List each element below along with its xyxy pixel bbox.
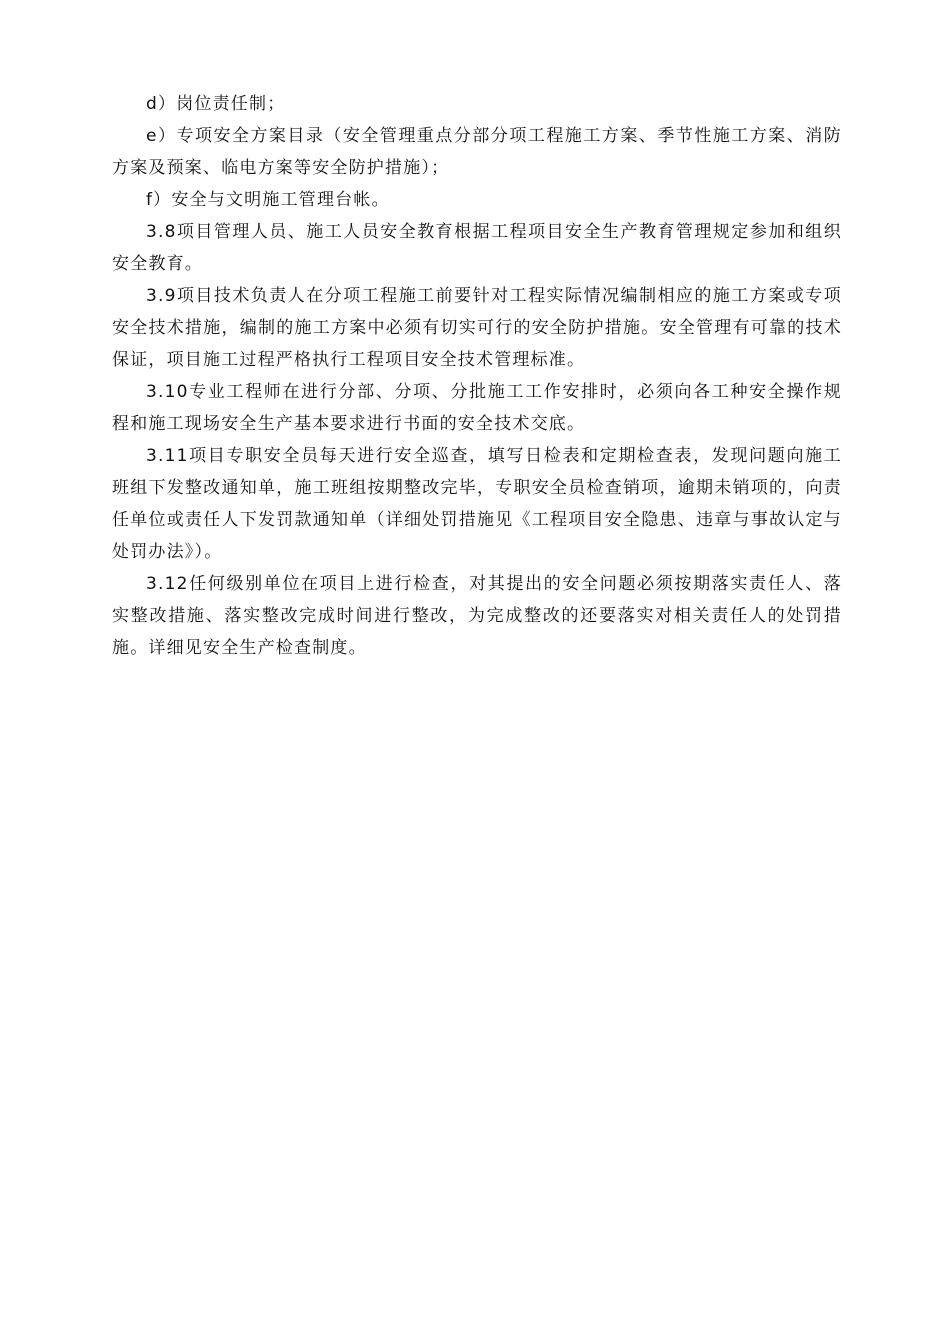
document-body [112, 88, 842, 664]
paragraph-3-9: 3.9项目技术负责人在分项工程施工前要针对工程实际情况编制相应的施工方案或专项安全技术措施，编制的施工方案中必须有切实可行的安全防护措施。安全管理有可靠的技术保证，项目施工过程严格执行工程项目安全技术管理标准。 [112, 286, 842, 370]
paragraph-d: d）岗位责任制； [146, 94, 286, 114]
paragraph-f: f）安全与文明施工管理台帐。 [146, 190, 390, 210]
paragraph-3-11: 3.11项目专职安全员每天进行安全巡查，填写日检表和定期检查表，发现问题向施工班组下发整改通知单，施工班组按期整改完毕，专职安全员检查销项，逾期未销项的，向责任单位或责任人下发罚款通知单（详细处罚措施见《工程项目安全隐患、违章与事故认定与处罚办法》）。 [112, 446, 842, 562]
paragraph-3-12: 3.12任何级别单位在项目上进行检查，对其提出的安全问题必须按期落实责任人、落实整改措施、落实整改完成时间进行整改，为完成整改的还要落实对相关责任人的处罚措施。详细见安全生产检查制度。 [112, 574, 842, 658]
paragraph-e: e）专项安全方案目录（安全管理重点分部分项工程施工方案、季节性施工方案、消防方案及预案、临电方案等安全防护措施）； [112, 126, 842, 178]
paragraph-3-10: 3.10专业工程师在进行分部、分项、分批施工工作安排时，必须向各工种安全操作规程和施工现场安全生产基本要求进行书面的安全技术交底。 [112, 382, 842, 434]
paragraph-3-8: 3.8项目管理人员、施工人员安全教育根据工程项目安全生产教育管理规定参加和组织安全教育。 [112, 222, 842, 274]
